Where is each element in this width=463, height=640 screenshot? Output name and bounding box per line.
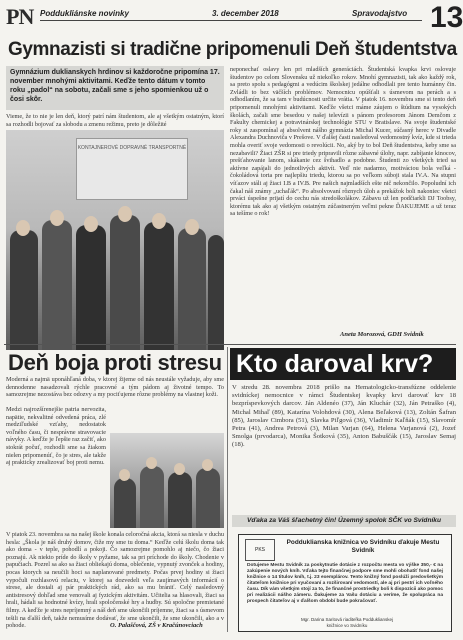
photo-person-head	[146, 457, 157, 469]
card-signature: Mgr. Darina Saritová riaditeľka Podduklianskej knižnice vo Svidníku	[300, 617, 394, 628]
issue-date: 3. december 2018	[212, 9, 279, 18]
article2-col-left: Medzi najrozšírenejšie patria nervozita, napätie, nekvalitné odvedená práca, zlé medziľudské vzťahy, nedostatok voľného času, či nesprávne stravovacie návyky. A keďže je ľepšie raz začiť, ako stokrát počuť, rozhodli sme sa žiakom nielen pripomenúť, čo je stres, ale takže aj prakticky zrealizovať boj proti nemu.	[6, 406, 106, 467]
photo-person	[114, 478, 136, 528]
section-name: Spravodajstvo	[352, 9, 408, 18]
article2-col-bottom: V piatok 23. novembra sa na našej škole konala celoročná akcia, ktorá sa niesla v duchu hesla: „Škola je náš druhý domov, čiže my sme tu doma.“ Keďže celú školu doma tak ako doma - v teple, pohodlí a pokoji. Čo samozrejme pomohlo aj niečo, čo žiaci poznajú. Ak niekto príde do školy v pyžame, tak sa pri príchode do školy. Chodenie v papučiach. Pozrel sa ako sa žiaci obliekajú doma, oblečenie, vypnutý zvonček a hodiny, pocas ktorych sa neučili hoci sa naplanované predmety. Počas prvej hodiny si žiaci vypočuli rozhlasovú relaciu, v ktorej sa dozvedeli veľa zaujímavých informácií o strese, ale dostali aj pár praktických rád, ako sa mu brániť. Celý nasledovný antistresový dohľad sme venovali aj fyzickým aktivitám. Učitelia sa hlasovali, žiaci sa hrali, hádali sa hodnotné kvízy, hrali spoločenské hry a hudby. Sú spoločne premietané filmy. A keďže je stres nepríjemný a náš deň sme ukončili príjemne, žiaci sa s úsmevom tešili na ďalší deň, takže nemusíme dodávať, že sme ukončili, že sme ukončili, ako a v pohode.	[6, 531, 224, 630]
photo-person	[168, 472, 192, 528]
photo-person-head	[202, 459, 213, 471]
publication-name: Poddukliánske novinky	[40, 9, 129, 18]
article3-body: V stredu 28. novembra 2018 prišlo na Hematologicko-transfúzne oddelenie svidníckej nemocnice v rámci Študentskej kvapky krvi darovať krv 18 bezpríspevkových darcov. Ján Aldenéo (37), Ján Kluchár (32), Ján Petraško (4), Michal Mihaľ (89), Katarína Volohdová (30), Alena Beľaková (13), Zoltán Šafran (85), Jaroslav Cimbora (51), Slavka Piľgová (36), Vladimír Kaľňák (15), Slavomír Petra (41), Andrea Petrová (3), Milan Varjan (64), Helena Varjanová (2), Jozef Smolga (prvodarca), Monika Šotková (35), Anton Babuščák (15), Jaroslav Semaj (18).	[232, 384, 456, 449]
article3-banner: Vďaka za Váš šľachetný čin! Územný spolok SČK vo Svidníku	[232, 515, 456, 527]
photo-person	[144, 222, 174, 350]
article1-col2: neponechať oslavy len pri mladších generáciách. Študentská kvapka krvi oslovuje študentov po celom Slovensku už niekoľko rokov. Mnohí gymnazisti, tak ako každý rok, sa preto spolu s pedagógmi a vedúcim školskej jedálne odhodlali pre tento humánny čin. Zvládli to bez väčších problémov. Nemocnicu opúšťali s úsmevom na perách a s odhodlaním, že sa tam v budúcnosti určite vrátia. V piatok 16. novembra sme si tento deň pripomenuli mnohými aktivitami. Keďže všetci máme záujem o štúdium na vysokých školách, začali sme besedou v našej televízii s pánom profesorom Jánom Demčom z Fakulty chemickej a potravinárskej technológie STU v Bratislave. Na svoje študentské roky si zaspomínal aj absolvent nášho gymnázia Michal Kucer, súčasný herec v Divadle Alexandra Duchnoviča v Prešove. V ďalšej časti nasledoval vedomostný kvíz, kde si trieda mohla overiť svoje vedomosti o revolúcii. No, aký by to bol Deň študentstva, keby sme sa nezabavili? Žiaci ZŠR si pre triedy pripravili rôzne zábavné úlohy, napr. zabíjanie kinocov, prešťahovanie lanom, skákanie cez švihadlo a podobne. Študenti zo všetkých tried sa aktívne zapájali do jednotlivých aktivít. Veď nie nadarmo, motiváciou bola veľká - čokoládová torta pre najlepšiu triedu, ktorou sa po veľkom súboji stala IV.A. Na stupni víťazov stáli aj žiaci I.B a IV.B. Pre našich najmladších ešte nič nekončilo. Popoludní ich čakal náš známy „uchaľák“. Po absolvovaní rôznych úloh a prekážok boli nakoniec všetci prváci úspešne prijatí do cechu nás stredoškolákov. Zábavu už len podčiarkli DJ Toobsy, ktorému tak ako aj všetkým ostatným zúčastneným veľmi pekne ĎAKUJEME a už teraz sa tešíme o rok!	[230, 66, 456, 218]
card-title: Podduklianska knižnica vo Svidníku ďakuje Mestu Svidník	[286, 539, 440, 554]
newspaper-logo: PN	[6, 4, 34, 29]
article1-col1: Vieme, že to nie je len deň, ktorý patrí nám študentom, ale aj všetkým ostatným, ktorí sa rozhodli bojovať za slobodu a zmenu režimu, preto je dôležité	[6, 113, 224, 128]
photo-person-head	[16, 220, 30, 236]
photo-person	[42, 220, 72, 350]
page-header	[4, 1, 463, 35]
photo-person-head	[152, 213, 166, 229]
article1-signature: Aneta Morozová, GDH Svidník	[340, 331, 424, 338]
article1-photo	[6, 130, 224, 350]
library-thanks-card	[238, 534, 452, 632]
photo-board	[76, 138, 188, 200]
photo-person-head	[50, 210, 64, 226]
photo-person-head	[119, 469, 130, 481]
card-body: Dotujeme Mestu Svidník za poskytnutie dotácie z rozpočtu mesta vo výške 350,- € na zakúpenie nových kníh. Vďaka tejto finančnej podpore sme mohli obohatiť fond našej knižnice o 14 titulov kníh, t.j. 23 exemplárov. Tento knižný fond poslúži predovšetkým čitateľom knižnice pri vyučovaní a rozširovaní vedomostí, ale aj pri pestrí ich voľného času. Dík vám všetkým stojí za to, že finančné prostriedky boli k dispozícii ako pomoc pri realizácii nášho zámeru. Ďakujeme za Vašu dotáciu a veríme, že spolupráca na prospech čitateľov aj v ďalšom období bude pokračovať.	[247, 563, 443, 604]
photo-person	[76, 225, 106, 350]
photo-person-head	[174, 463, 185, 475]
photo-person-head	[185, 219, 199, 235]
photo-person	[140, 466, 164, 528]
photo-board-text: KONTAJNEROVÉ DOPRAVNÉ TRANSPORTNÉ	[77, 145, 187, 151]
page-number: 13	[430, 1, 463, 34]
photo-person-head	[84, 216, 98, 232]
photo-person	[10, 230, 38, 350]
article3-title: Kto daroval krv?	[230, 348, 456, 380]
article1-lead: Gymnázium duklianskych hrdinov si každoročne pripomína 17. november mnohými aktivitami. Keďže tento dátum v tomto roku „padol“ na sobotu, začali sme s jeho spomienkou už o čosi skôr.	[6, 66, 224, 110]
article2-signature: O. Palaščová, ZŠ v Kračúnovciach	[110, 622, 203, 629]
article2-col-top: Moderná a najmä uponáhľaná doba, v ktorej žijeme od nás neustále vyžaduje, aby sme dennodenne nasadzovali rýchle pracovné a tým pádom aj životné tempo. To samozrejme nezostáva bez odozvy a my pociťujeme rôzne problémy na vlastnej koži.	[6, 376, 224, 399]
article2-photo	[110, 433, 224, 528]
photo-person-head	[118, 206, 132, 222]
library-logo: PKS	[245, 539, 275, 561]
section-divider	[4, 344, 456, 345]
photo-person	[110, 215, 140, 350]
column-divider	[227, 347, 228, 632]
photo-person	[178, 228, 206, 350]
photo-person	[208, 235, 224, 350]
photo-person	[196, 468, 220, 528]
header-rule	[40, 20, 422, 21]
article2-title: Deň boja proti stresu	[8, 350, 222, 375]
article1-title: Gymnazisti si tradične pripomenuli Deň študentstva	[8, 39, 457, 60]
